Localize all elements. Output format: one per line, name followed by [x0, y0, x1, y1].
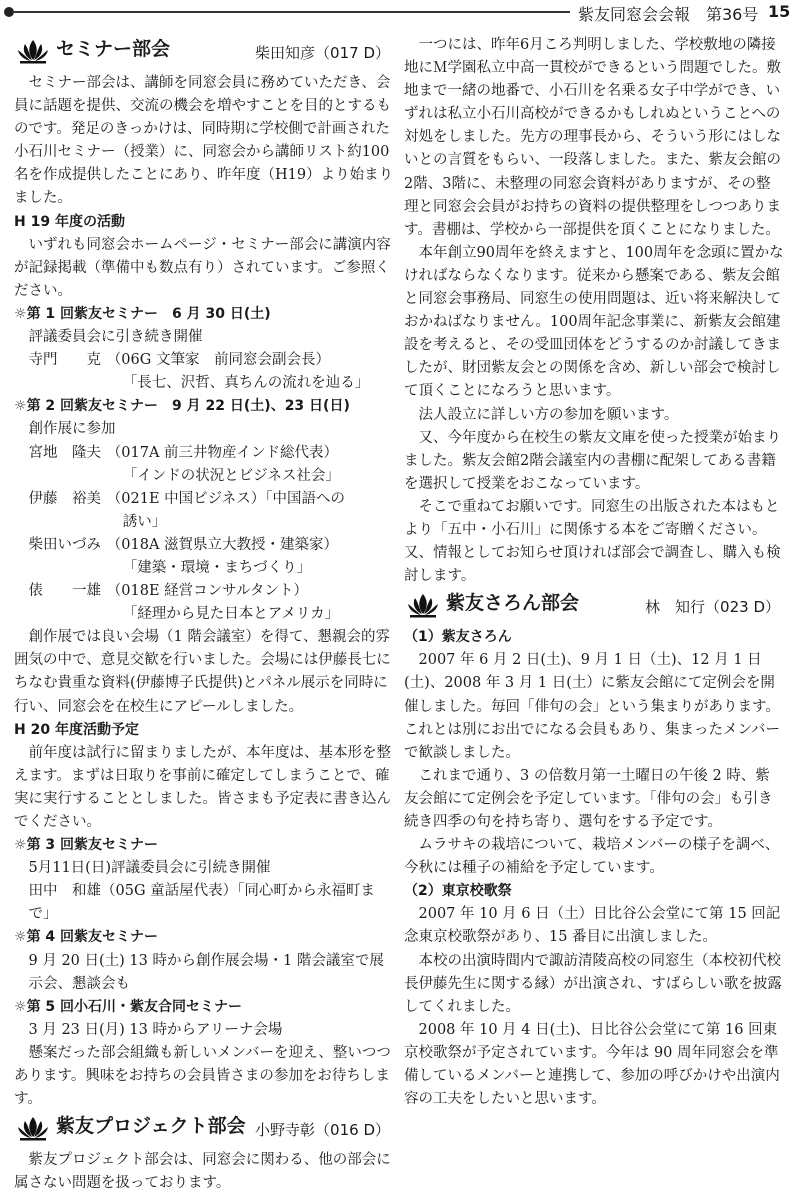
saron-h1: （1）紫友さろん	[404, 629, 512, 646]
seminar-1-speaker: 寺門 克 （06G 文筆家 前同窓会副会長）	[28, 352, 330, 369]
sun-mark-icon: ☼	[14, 929, 27, 946]
seminar-closing: 懸案だった部会組織も新しいメンバーを迎え、整いつつあります。興味をお持ちの会員皆さまの参加をお待ちします。	[14, 1044, 391, 1108]
saron-p6: 2008 年 10 月 4 日(土)、日比谷公会堂にて第 16 回東京校歌祭が予定されています。今年は 90 周年同窓会を準備しているメンバーと連携して、参加の呼びかけや出演内容の工夫をしたいと思います。	[404, 1021, 780, 1108]
saron-h2: （2）東京校歌祭	[404, 883, 512, 900]
project-author: 小野寺彰（016 D）	[255, 1121, 390, 1140]
project-section-header	[14, 1111, 394, 1149]
sun-mark-icon: ☼	[14, 305, 27, 322]
project-p5: 又、今年度から在校生の紫友文庫を使った授業が始まりました。紫友会館2階会議室内の書棚に配架してある書籍を選択して授業をおこなっています。	[404, 429, 781, 492]
seminar-4-line1: 9 月 20 日(土) 13 時から創作展会場・1 階会議室で展示会、懇談会も	[28, 952, 384, 992]
page-header	[0, 0, 800, 28]
sun-mark-icon: ☼	[14, 837, 27, 854]
speaker-1-topic: 「インドの状況とビジネス社会」	[122, 467, 340, 484]
saron-author: 林 知行（023 D）	[645, 598, 780, 617]
header-rule	[12, 11, 570, 13]
seminar-title: セミナー部会	[56, 38, 171, 60]
saron-section-header	[404, 588, 784, 626]
saron-p2: これまで通り、3 の倍数月第一土曜日の午後 2 時、紫友会館にて定例会を予定しています。「俳句の会」も引き続き四季の句を持ち寄り、選句をする予定です。	[404, 767, 773, 830]
project-p3: 本年創立90周年を終えますと、100周年を念頭に置かなければならなくなります。従来から懸案である、紫友会館と同窓会事務局、同窓生の使用問題は、近い将来解決しておかねばなりません。100周年記念事業に、新紫友会館建設を考えると、その受皿団体をどうするのか討議してきましたが、財団紫友会との関係を含め、新しい部会で検討して頂くことになろうと思います。	[404, 244, 784, 400]
h20-heading: H 20 年度活動予定	[14, 721, 139, 738]
project-p6: そこで重ねてお願いです。同窓生の出版された本はもとより「五中・小石川」に関係する本をご寄贈ください。又、情報としてお知らせ頂ければ部会で調査し、購入も検討します。	[404, 498, 781, 585]
speaker-4-topic: 「経理から見た日本とアメリカ」	[122, 606, 340, 623]
project-title: 紫友プロジェクト部会	[56, 1115, 246, 1138]
seminar-2-summary: 創作展では良い会場（1 階会議室）を得て、懇親会的雰囲気の中で、意見交歓を行いました。会場には伊藤長七にちなむ貴重な資料(伊藤博子氏提供)とパネル展示を同時に行い、同窓会を在校生にアピールしました。	[14, 629, 391, 715]
seminar-3-line1: 5月11日(日)評議委員会に引続き開催	[28, 860, 271, 877]
right-column	[404, 34, 784, 1111]
h20-text: 前年度は試行に留まりましたが、本年度は、基本形を整えます。まずは日取りを事前に確定してしまうことで、確実に実行することとしました。皆さまも予定表に書き込んでください。	[14, 744, 391, 830]
seminar-author: 柴田知彦（017 D）	[255, 44, 390, 62]
sun-mark-icon: ☼	[14, 998, 27, 1015]
saron-p1: 2007 年 6 月 2 日(土)、9 月 1 日（土)、12 月 1 日(土)、2008 年 3 月 1 日(土）に紫友会館にて定例会を開催しました。毎回「俳句の会」という集まりがあります。これとは別にお出でになる会員もあり、集まったメンバーで歓談しました。	[404, 652, 780, 761]
newsletter-title: 紫友同窓会会報 第36号	[578, 5, 759, 24]
saron-p4: 2007 年 10 月 6 日（土）日比谷公会堂にて第 15 回記念東京校歌祭があり、15 番目に出演しました。	[404, 906, 781, 946]
seminar-5-line1: 3 月 23 日(月) 13 時からアリーナ会場	[28, 1021, 283, 1038]
lotus-icon	[16, 1115, 50, 1141]
seminar-intro: セミナー部会は、講師を同窓会員に務めていただき、会員に話題を提供、交流の機会を増やすことを目的とするものです。発足のきっかけは、同時期に学校側で計画された小石川セミナー（授業）に、同窓会から講師リスト約100名を作成提供したことにあり、昨年度（H19）より始まりました。	[14, 75, 394, 207]
page-number: 15	[768, 2, 791, 21]
seminar-3-line2: 田中 和雄（05G 童話屋代表）「同心町から永福町まで」	[28, 883, 375, 923]
speaker-4: 俵 一雄 （018E 経営コンサルタント）	[28, 583, 308, 600]
speaker-2-topic: 誘い」	[122, 513, 167, 530]
speaker-1: 宮地 隆夫 （017A 前三井物産インド総代表）	[28, 444, 339, 461]
saron-p5: 本校の出演時間内で諏訪清陵高校の同窓生（本校初代校長伊藤先生に関する縁）が出演され、すばらしい歌を披露してくれました。	[404, 952, 782, 1015]
seminar-5-title: ☼第 5 回小石川・紫友合同セミナー	[14, 998, 243, 1015]
lotus-icon	[406, 592, 440, 618]
h19-text: いずれも同窓会ホームページ・セミナー部会に講演内容が記録掲載（準備中も数点有り）されています。ご参照ください。	[14, 236, 391, 299]
speaker-3-topic: 「建築・環境・まちづくり」	[122, 559, 312, 576]
h19-heading: H 19 年度の活動	[14, 213, 125, 230]
seminar-1-topic: 「長七、沢哲、真ちんの流れを辿る」	[122, 375, 370, 392]
speaker-2: 伊藤 裕美 （021E 中国ビジネス）「中国語への	[28, 490, 345, 507]
lotus-icon	[16, 38, 50, 64]
project-p2: 一つには、昨年6月ころ判明しました、学校敷地の隣接地にＭ学園私立中高一貫校ができるという問題でした。敷地まで一緒の地番で、小石川を名乗る女子中学ができ、いずれは私立小石川高校ができるかもしれぬということへの対処をしました。先方の理事長から、そういう形にはしないとの言質をもらい、一段落しました。また、紫友会館の2階、3階に、未整理の同窓会資料がありますが、その整理と同窓会会員がお持ちの資料の提供整理をしつつあります。書棚は、学校から一部提供を頂くことになりました。	[404, 37, 781, 238]
sun-mark-icon: ☼	[14, 398, 27, 415]
seminar-3-title: ☼第 3 回紫友セミナー	[14, 837, 159, 854]
speaker-3: 柴田いづみ （018A 滋賀県立大教授・建築家）	[28, 536, 339, 553]
left-column	[14, 34, 394, 1195]
seminar-1-line: 評議委員会に引き続き開催	[28, 329, 203, 346]
seminar-1-title: ☼第 1 回紫友セミナー 6 月 30 日(土)	[14, 305, 271, 322]
seminar-2-line: 創作展に参加	[28, 421, 116, 438]
seminar-4-title: ☼第 4 回紫友セミナー	[14, 929, 159, 946]
seminar-2-title: ☼第 2 回紫友セミナー 9 月 22 日(土)、23 日(日)	[14, 398, 350, 415]
seminar-section-header	[14, 34, 394, 72]
saron-p3: ムラサキの栽培について、栽培メンバーの様子を調べ、今秋には種子の補給を予定しています。	[404, 837, 780, 877]
saron-title: 紫友さろん部会	[446, 592, 580, 615]
project-p1: 紫友プロジェクト部会は、同窓会に関わる、他の部会に属さない問題を扱っております。	[14, 1152, 391, 1192]
project-p4: 法人設立に詳しい方の参加を願います。	[418, 406, 679, 423]
